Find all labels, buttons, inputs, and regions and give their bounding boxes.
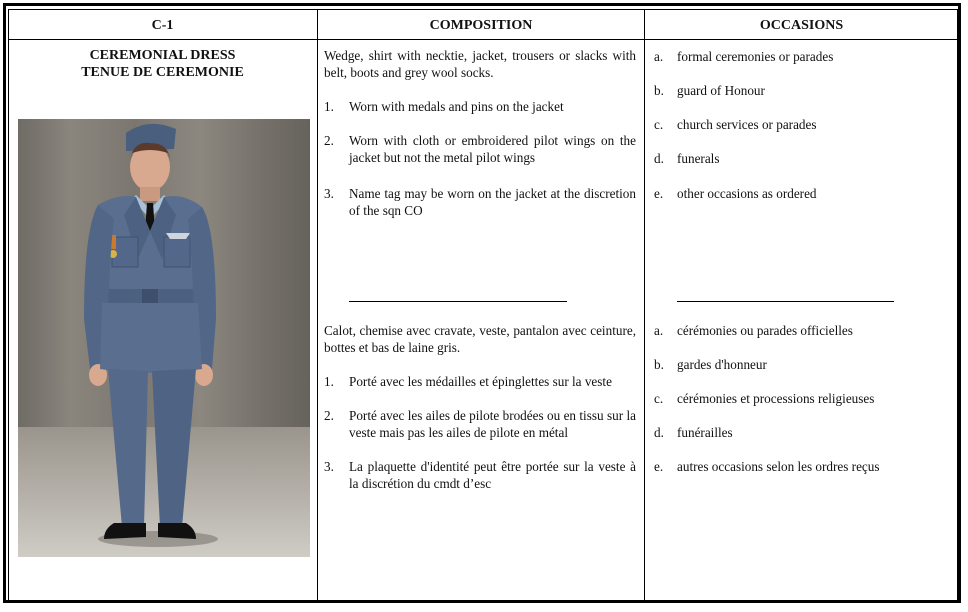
- occasion-text: funérailles: [677, 425, 733, 440]
- composition-en-intro: Wedge, shirt with necktie, jacket, trousers or slacks with belt, boots and grey wool socks.: [324, 48, 636, 80]
- occasion-en-d: [654, 150, 954, 167]
- occasion-letter: b.: [654, 357, 664, 372]
- occasion-letter: c.: [654, 117, 664, 132]
- composition-en-item-3: [324, 185, 636, 219]
- occasion-text: cérémonies et processions religieuses: [677, 391, 875, 406]
- occasion-text: autres occasions selon les ordres reçus: [677, 459, 880, 474]
- item-number: 1.: [324, 374, 334, 389]
- occasion-fr-b: [654, 356, 954, 373]
- composition-fr-intro: Calot, chemise avec cravate, veste, pantalon avec ceinture, bottes et bas de laine gris.: [324, 323, 636, 355]
- occasion-text: cérémonies ou parades officielles: [677, 323, 853, 338]
- column-divider-2: [644, 9, 645, 601]
- occasion-en-b: [654, 82, 954, 99]
- occasion-fr-d: [654, 424, 954, 441]
- header-occasions: OCCASIONS: [759, 18, 844, 33]
- occasion-letter: d.: [654, 425, 664, 440]
- item-number: 3.: [324, 459, 334, 474]
- occasion-fr-a: [654, 322, 954, 339]
- composition-en-item-1: [324, 98, 636, 115]
- header-composition: COMPOSITION: [429, 18, 533, 33]
- header-divider: [8, 39, 958, 40]
- occasion-text: gardes d'honneur: [677, 357, 767, 372]
- occasion-text: formal ceremonies or parades: [677, 49, 834, 64]
- composition-fr-item-3: [324, 458, 636, 492]
- item-number: 2.: [324, 408, 334, 423]
- item-text: Porté avec les médailles et épinglettes sur la veste: [349, 374, 612, 389]
- item-number: 3.: [324, 186, 334, 201]
- dress-title-en: CEREMONIAL DRESS: [89, 48, 236, 63]
- item-number: 2.: [324, 133, 334, 148]
- occasion-en-e: [654, 185, 954, 202]
- occasion-text: other occasions as ordered: [677, 186, 817, 201]
- composition-en-item-2: [324, 132, 636, 166]
- occasion-en-c: [654, 116, 954, 133]
- occasion-letter: c.: [654, 391, 664, 406]
- item-text: La plaquette d'identité peut être portée sur la veste à la discrétion du cmdt d’esc: [349, 459, 636, 491]
- occasion-en-a: [654, 48, 954, 65]
- occasion-letter: a.: [654, 49, 664, 64]
- occasion-text: funerals: [677, 151, 720, 166]
- dress-title-fr: TENUE DE CEREMONIE: [81, 65, 244, 80]
- occasion-letter: e.: [654, 459, 664, 474]
- uniform-photo: [18, 119, 310, 557]
- composition-fr-item-1: [324, 373, 636, 390]
- occasion-letter: d.: [654, 151, 664, 166]
- dress-title: [12, 47, 313, 81]
- occasion-fr-c: [654, 390, 954, 407]
- occasion-letter: b.: [654, 83, 664, 98]
- header-c1: C-1: [151, 18, 174, 33]
- occasions-separator: [677, 301, 894, 302]
- item-text: Porté avec les ailes de pilote brodées ou en tissu sur la veste mais pas les ailes de pilote en métal: [349, 408, 636, 440]
- item-number: 1.: [324, 99, 334, 114]
- item-text: Worn with medals and pins on the jacket: [349, 99, 564, 114]
- occasion-text: church services or parades: [677, 117, 817, 132]
- item-text: Worn with cloth or embroidered pilot wings on the jacket but not the metal pilot wings: [349, 133, 636, 165]
- occasion-letter: a.: [654, 323, 664, 338]
- composition-fr-item-2: [324, 407, 636, 441]
- occasion-fr-e: [654, 458, 954, 475]
- occasion-letter: e.: [654, 186, 664, 201]
- composition-separator: [349, 301, 567, 302]
- item-text: Name tag may be worn on the jacket at the discretion of the sqn CO: [349, 186, 636, 218]
- cadet-figure: [18, 119, 310, 557]
- column-divider-1: [317, 9, 318, 601]
- occasion-text: guard of Honour: [677, 83, 765, 98]
